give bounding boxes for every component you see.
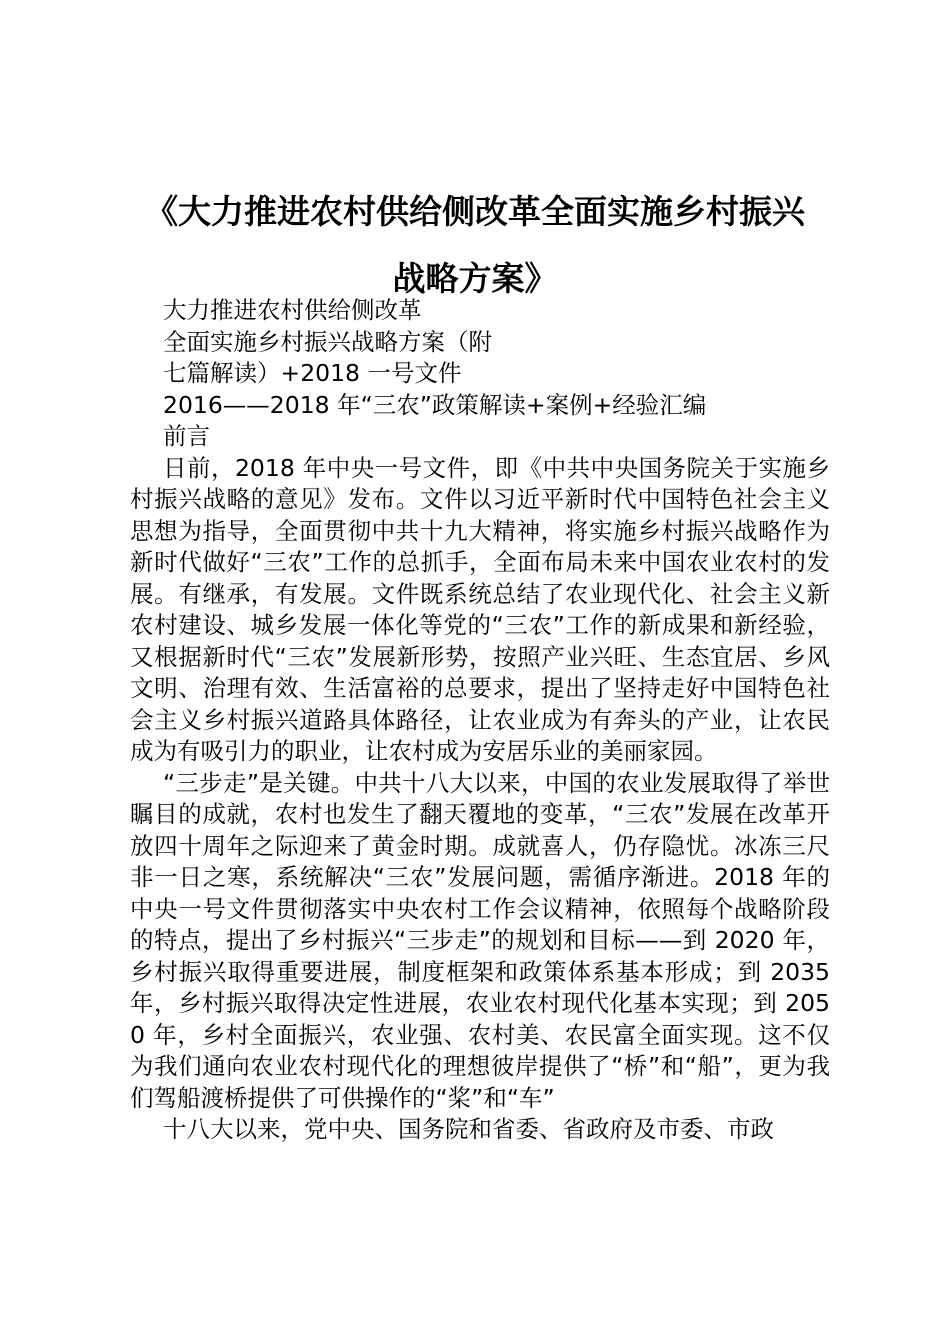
header-line-3: 七篇解读）+2018 一号文件 (163, 359, 462, 387)
document-body (130, 295, 830, 1146)
header-line-2: 全面实施乡村振兴战略方案（附 (163, 327, 492, 356)
paragraph-1: 日前，2018 年中央一号文件，即《中共中央国务院关于实施乡村振兴战略的意见》发布。文件以习近平新时代中国特色社会主义思想为指导，全面贯彻中共十九大精神，将实施乡村振兴战略作为新时代做好“三农”工作的总抓手，全面布局未来中国农业农村的发展。有继承，有发展。文件既系统总结了农业现代化、社会主义新农村建设、城乡发展一体化等党的“三农”工作的新成果和新经验，又根据新时代“三农”发展新形势，按照产业兴旺、生态宜居、乡风文明、治理有效、生活富裕的总要求，提出了坚持走好中国特色社会主义乡村振兴道路具体路径，让农业成为有奔头的产业，让农民成为有吸引力的职业，让农村成为安居乐业的美丽家园。 (130, 453, 830, 765)
header-line-4: 2016——2018 年“三农”政策解读+案例+经验汇编 (163, 390, 707, 419)
document-title: 《大力推进农村供给侧改革全面实施乡村振兴战略方案》 (145, 192, 805, 298)
header-line-1: 大力推进农村供给侧改革 (163, 296, 422, 324)
paragraph-2: “三步走”是关键。中共十八大以来，中国的农业发展取得了举世瞩目的成就，农村也发生了翻天覆地的变革，“三农”发展在改革开放四十周年之际迎来了黄金时期。成就喜人，仍存隐忧。冰冻三尺非一日之寒，系统解决“三农”发展问题，需循序渐进。2018 年的中央一号文件贯彻落实中央农村工作会议精神，依照每个战略阶段的特点，提出了乡村振兴“三步走”的规划和目标——到 2020 年，乡村振兴取得重要进展，制度框架和政策体系基本形成；到 2035 年，乡村振兴取得决定性进展，农业农村现代化基本实现；到 2050 年，乡村全面振兴，农业强、农村美、农民富全面实现。这不仅为我们通向农业农村现代化的理想彼岸提供了“桥”和“船”，更为我们驾船渡桥提供了可供操作的“桨”和“车” (130, 768, 830, 1112)
paragraph-3: 十八大以来，党中央、国务院和省委、省政府及市委、市政 (163, 1115, 774, 1143)
preface-heading: 前言 (163, 422, 210, 450)
